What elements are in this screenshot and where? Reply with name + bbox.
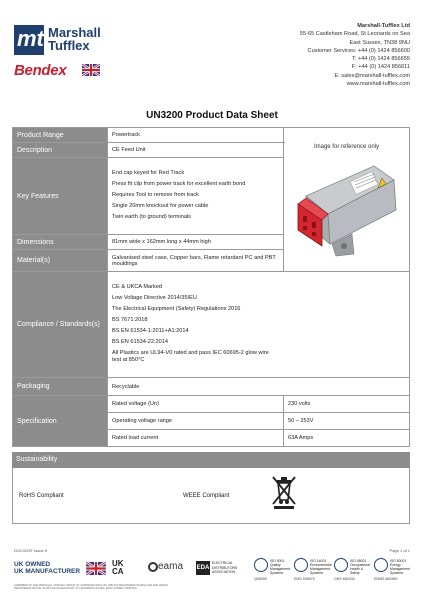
spec-name: Operating voltage range [108,413,284,430]
label-dimensions: Dimensions [13,235,108,250]
company-name: Marshall-Tufflex Ltd [357,23,410,29]
cert-sub: Energy Management Systems [390,563,410,575]
list-item: CE & UKCA Marked [112,283,163,290]
fax: F: +44 (0) 1424 856611 [351,64,410,71]
address-line-2: East Sussex, TN38 9NU [349,39,410,46]
list-item: Requires Tool to remove from track [112,191,199,198]
logo-word-2: Tufflex [48,38,90,53]
cert-sub: Environmental Management Systems [310,563,332,575]
cert-title: ISO 45001 [350,559,367,563]
value-key-features [108,158,284,235]
value-product-range: Powertrack [108,128,284,143]
eama-logo-icon [148,562,158,572]
mt-logo-text [48,26,101,52]
cert-text [310,559,332,575]
cert-title: ISO 9001 [270,559,285,563]
marshall-tufflex-logo [14,25,110,55]
uk-owned-text: UK OWNED [14,561,51,568]
row-packaging [13,378,410,396]
spec-value: 50 – 253V [284,413,410,430]
eda-line: ELECTRICAL [212,561,233,565]
eda-line: ASSOCIATION [212,570,235,575]
label-packaging: Packaging [13,378,108,396]
uk-flag-icon [86,562,106,575]
label-compliance: Compliance / Standards(s) [13,272,108,378]
certification-badges [254,558,414,588]
cert-badge [254,558,290,586]
label-product-range: Product Range [13,128,108,143]
list-item: End cap keyed for Red Track [112,169,185,176]
ukca-line-2: CA [112,567,124,576]
weee-bin-icon [269,474,299,510]
phone: T: +44 (0) 1424 856655 [351,56,410,63]
cert-title: ISO 14001 [310,559,327,563]
address-line-1: 55-65 Castleham Road, St Leonards on Sea [299,31,410,38]
bsi-kitemark-icon [374,558,388,572]
list-item: BS 7671:2018 [112,316,148,323]
bendex-logo [14,62,104,80]
page-title: UN3200 Product Data Sheet [146,110,278,121]
customer-services-phone: Customer Services: +44 (0) 1424 856600 [307,47,410,54]
ukca-mark [112,560,124,576]
cert-sub: Quality Management Systems [270,563,290,575]
label-key-features: Key Features [13,158,108,235]
row-product-range [13,128,410,143]
mt-logo-mark: mt [14,25,44,55]
uk-flag-icon [82,64,100,76]
spec-name: Rated load current [108,430,284,447]
bsi-kitemark-icon [334,558,348,572]
company-address [210,22,410,88]
logo-word-1: Marshall [48,25,101,40]
rohs-status: RoHS Compliant [19,493,64,499]
cert-badge [374,558,410,586]
uk-owned-badge [14,561,80,575]
bendex-logo-text: Bendex [14,62,67,79]
bsi-kitemark-icon [294,558,308,572]
cert-title: ISO 50001 [390,559,407,563]
cert-code: ENMS 662989 [374,577,398,581]
list-item: Low Voltage Directive 2014/35/EU [112,294,197,301]
cert-badge [334,558,370,586]
cert-sub: Occupational Health & Safety [350,563,370,575]
footer [0,548,424,600]
doc-reference: DOC/025T Issue 6 [14,548,48,553]
bsi-kitemark-icon [254,558,268,572]
value-dimensions: 81mm wide x 162mm long x 44mm high [108,235,284,250]
value-description: CE Feed Unit [108,143,284,158]
eama-logo: eama [158,561,184,572]
cert-text [390,559,410,575]
cert-text [270,559,290,575]
spec-value: 230 volts [284,396,410,413]
spec-value: 63A Amps [284,430,410,447]
spec-table [12,127,410,447]
sustainability-heading: Sustainability [12,452,410,468]
list-item: The Electrical Equipment (Safety) Regulations 2016 [112,305,241,312]
value-compliance [108,272,410,378]
eda-logo [196,559,244,577]
list-item: All Plastics are UL94-V0 rated and pass IEC 60695-2 glow wire test at 850°C [112,349,269,363]
website-link[interactable]: www.marshall-tufflex.com [346,81,410,88]
sustainability-box [12,468,410,524]
ukca-line-1: UK [112,559,124,568]
value-packaging: Recyclable [108,378,410,396]
label-materials: Material(s) [13,250,108,272]
cert-badge [294,558,330,586]
row-compliance [13,272,410,378]
weee-status: WEEE Compliant [183,493,230,499]
spec-row [13,396,410,413]
list-item: BS EN 61534-1:2011+A1:2014 [112,327,189,334]
image-caption: Image for reference only [313,144,380,150]
cert-code: Q05095 [254,577,267,581]
page-number: Page 1 of 1 [389,548,410,553]
list-item: BS EN 61534-22:2014 [112,338,168,345]
eda-line: DISTRIBUTORS [212,565,238,570]
uk-manufacturer-text: UK MANUFACTURER [14,568,81,575]
label-specification: Specification [13,396,108,447]
list-item: Twin earth (to ground) terminals [112,213,191,220]
list-item: Single 20mm knockout for power cable [112,202,209,209]
product-image-cell [284,128,410,272]
product-image [292,158,402,258]
cert-code: OHS 660330 [334,577,355,581]
email-link[interactable]: E: sales@marshall-tufflex.com [334,72,410,79]
list-item: Press fit clip from power track for excellent earth bond [112,180,246,187]
cert-text [350,559,370,575]
label-description: Description [13,143,108,158]
eda-logo-text [212,561,237,575]
spec-name: Rated voltage (Un) [108,396,284,413]
header [0,0,424,100]
eda-logo-mark: EDA [196,561,210,575]
legal-text: A MEMBER OF THE MARSHALL-TUFFLEX GROUP OF COMPANIES REG NO. 3257734 REGISTERED IN ENGLAND AND WALES REGISTERED OFFICE: 55-65 CASTLEHAM ROAD, ST LEONARDS-ON-SEA, EAST SUSSEX TN38 9NU [14,584,168,591]
cert-code: EMS 535970 [294,577,315,581]
value-materials: Galvanised steel case, Copper bars, Flame retardant PC and PBT mouldings [108,250,284,272]
